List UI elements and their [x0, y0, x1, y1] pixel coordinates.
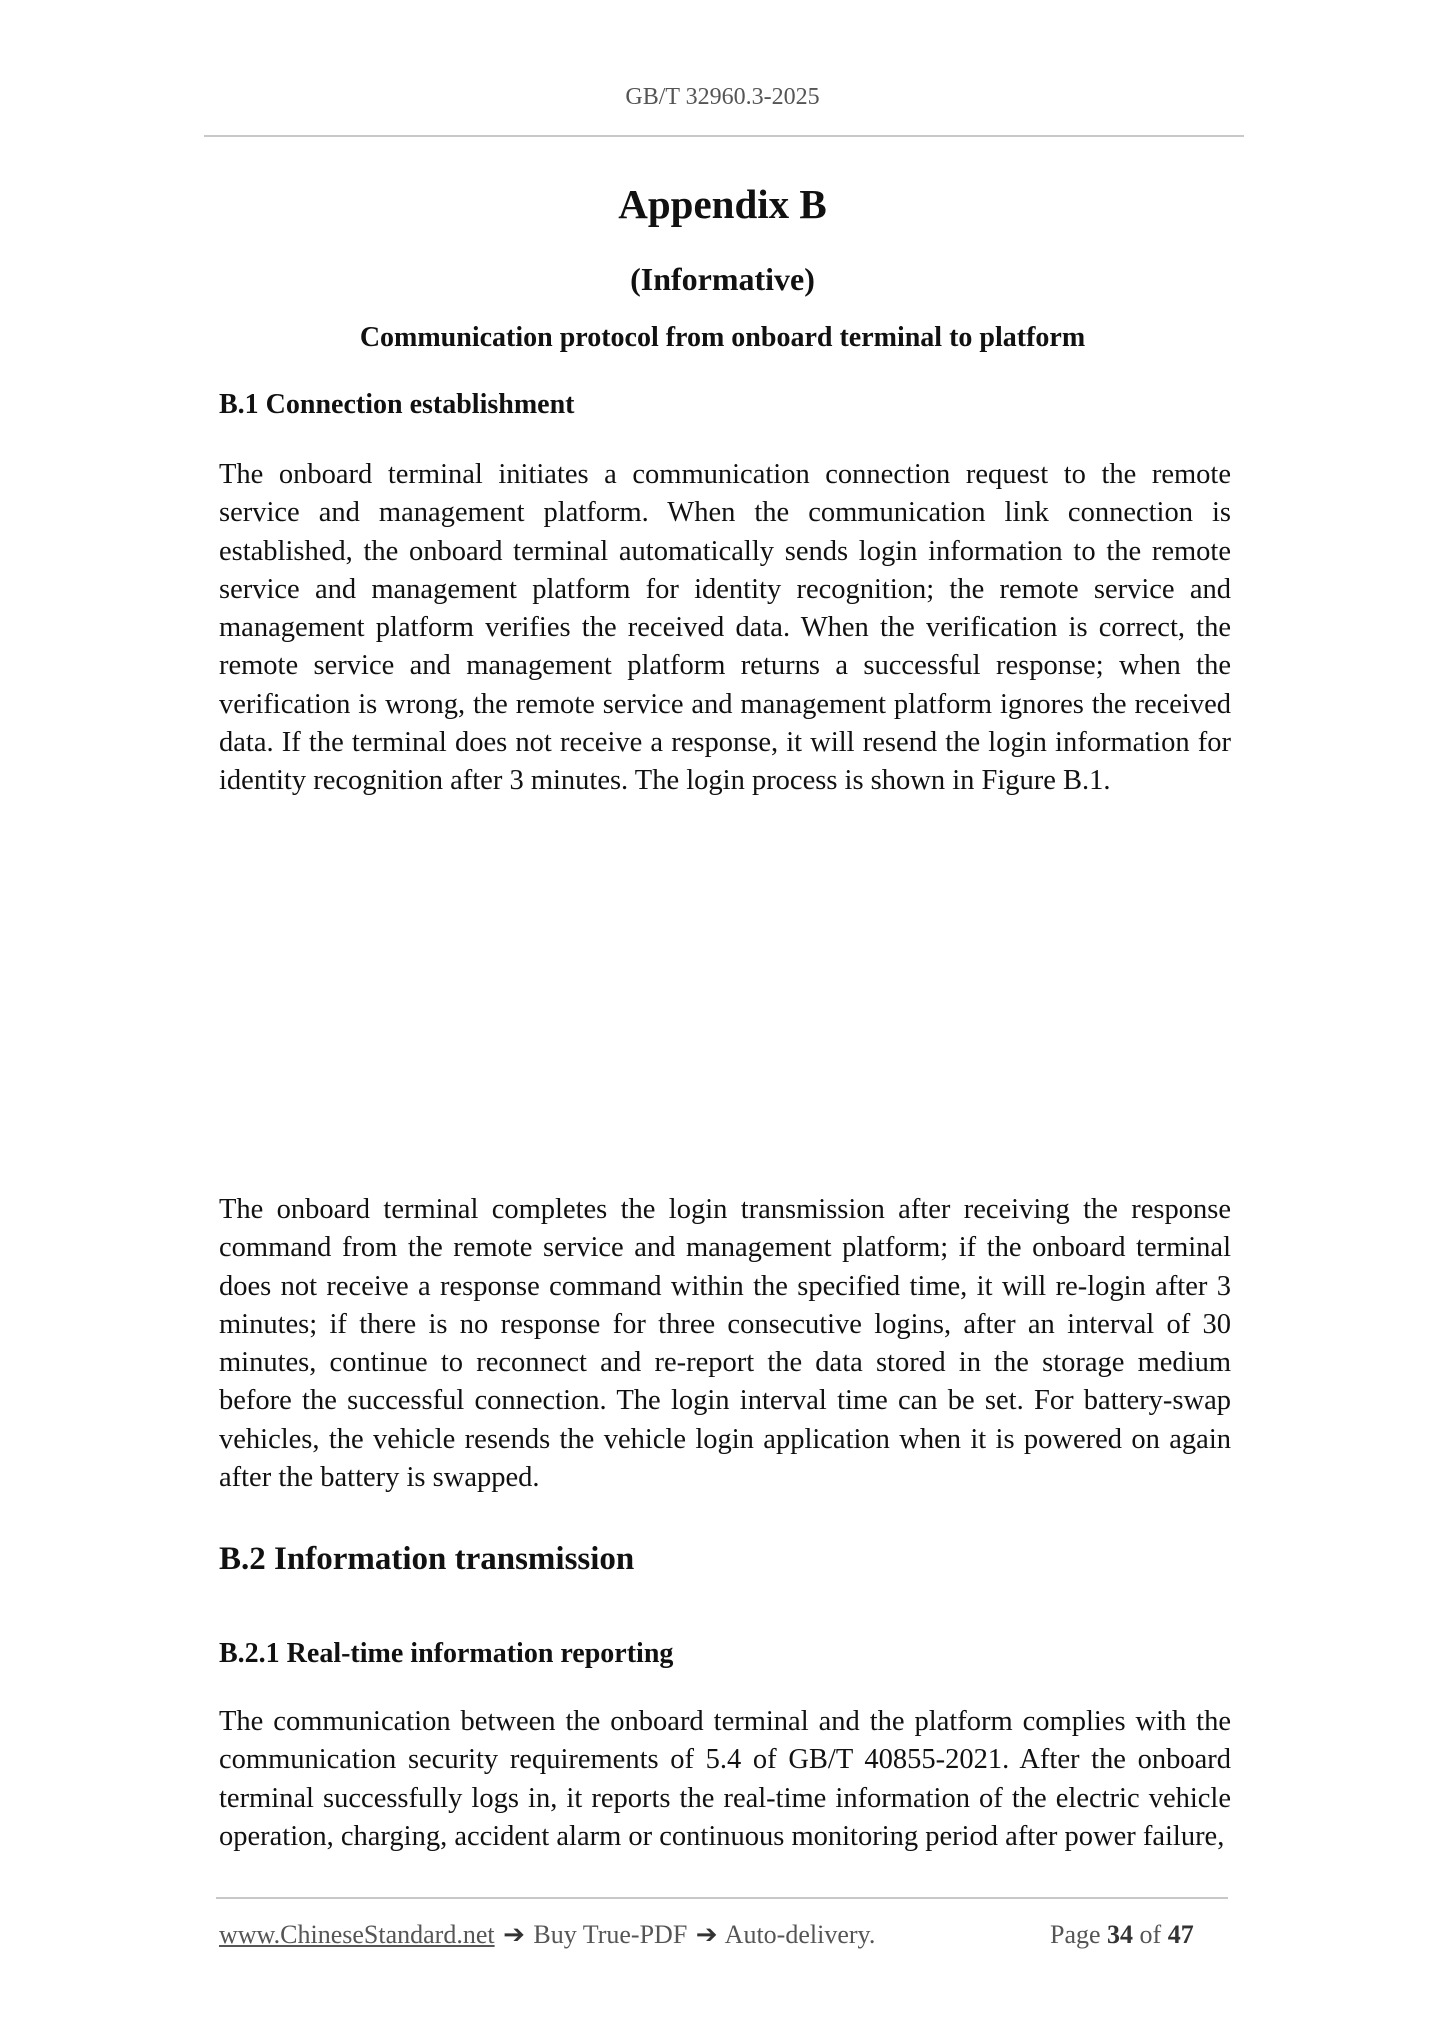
footer-divider: [216, 1897, 1228, 1899]
page-indicator: [1050, 1920, 1194, 1950]
appendix-subtitle: (Informative): [630, 261, 815, 297]
auto-delivery-text: Auto-delivery.: [724, 1920, 876, 1949]
section-b21-paragraph: The communication between the onboard terminal and the platform complies with the communication security requirements of 5.4 of GB/T 40855-2021. After the onboard terminal successfully logs in, it reports the real-time information of the electric vehicle operation, charging, accident alarm or continuous monitoring period after power failure,: [219, 1706, 1231, 1852]
site-link[interactable]: www.ChineseStandard.net: [219, 1920, 495, 1949]
arrow-right-icon: ➔: [503, 1920, 525, 1949]
document-code-header: GB/T 32960.3-2025: [625, 84, 820, 110]
section-b2-heading: B.2 Information transmission: [219, 1541, 635, 1577]
arrow-right-icon: ➔: [695, 1920, 718, 1949]
header-divider: [204, 135, 1244, 137]
page-label: Page: [1050, 1920, 1101, 1949]
figure-b1-blank-area: [219, 810, 1231, 1160]
page-of-label: of: [1139, 1920, 1162, 1949]
appendix-title: Appendix B: [618, 181, 827, 227]
buy-true-pdf-text: Buy True-PDF: [533, 1920, 688, 1949]
appendix-caption: Communication protocol from onboard terminal to platform: [359, 322, 1086, 353]
section-b1-paragraph-2: The onboard terminal completes the login transmission after receiving the response command from the remote service and management platform; if the onboard terminal does not receive a response command within the specified time, it will re-login after 3 minutes; if there is no response for three consecutive logins, after an interval of 30 minutes, continue to reconnect and re-report the data stored in the storage medium before the successful connection. The login interval time can be set. For battery-swap vehicles, the vehicle resends the vehicle login application when it is powered on again after the battery is swapped.: [219, 1194, 1231, 1494]
section-b21-heading: B.2.1 Real-time information reporting: [219, 1638, 674, 1669]
section-b1-heading: B.1 Connection establishment: [219, 389, 575, 420]
page-current: 34: [1107, 1920, 1134, 1949]
section-b1-paragraph-1: The onboard terminal initiates a communication connection request to the remote service and management platform. When the communication link connection is established, the onboard terminal automatically sends login information to the remote service and management platform for identity recognition; the remote service and management platform verifies the received data. When the verification is correct, the remote service and management platform returns a successful response; when the verification is wrong, the remote service and management platform ignores the received data. If the terminal does not receive a response, it will resend the login information for identity recognition after 3 minutes. The login process is shown in Figure B.1.: [219, 459, 1231, 797]
footer-links: [219, 1920, 875, 1950]
page-total: 47: [1167, 1920, 1194, 1949]
